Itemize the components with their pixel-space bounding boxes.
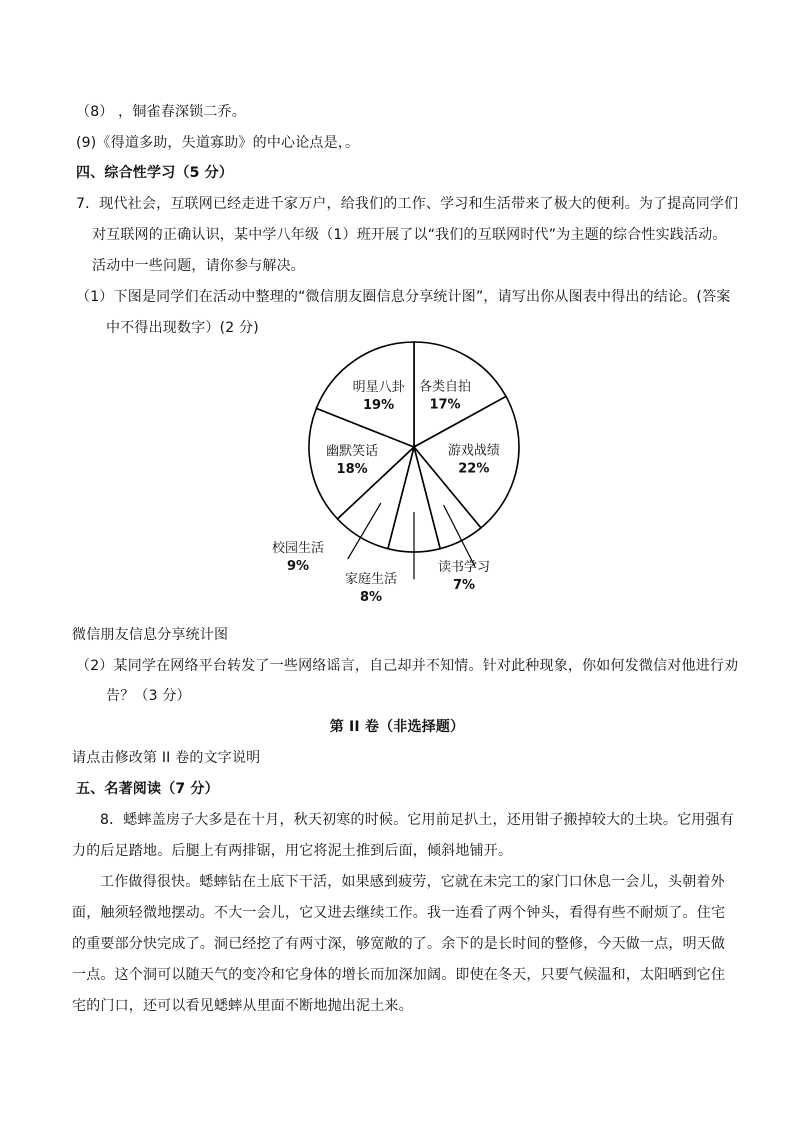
slice-value-humor: 18% (336, 461, 368, 477)
slice-label-humor: 幽默笑话 (326, 443, 379, 459)
question-7-line-2: 对互联网的正确认识，某中学八年级（1）班开展了以“我们的互联网时代”为主题的综合性实践活动。 (92, 227, 727, 243)
question-7-2-line-2: 告？（3 分） (106, 688, 191, 704)
passage-para-1-line-1: 8．蟋蟀盖房子大多是在十月，秋天初寒的时候。它用前足扒土，还用钳子搬掉较大的土块。它用强有 (100, 812, 734, 828)
slice-label-reading: 读书学习 (437, 560, 491, 575)
slice-label-family: 家庭生活 (344, 572, 398, 587)
slice-value-family: 8% (359, 590, 383, 605)
passage-para-2-line-5: 宅的门口，还可以看见蟋蟀从里面不断地抛出泥土来。 (72, 998, 413, 1014)
slice-label-selfie: 各类自拍 (418, 379, 472, 395)
section-5-heading: 五、名著阅读（7 分） (76, 781, 219, 797)
question-7-1-line-2: 中不得出现数字）(2 分) (106, 320, 259, 336)
question-7-1-line-1: （1）下图是同学们在活动中整理的“微信朋友圈信息分享统计图”，请写出你从图表中得出的结论。(答案 (76, 289, 731, 305)
volume-2-description: 请点击修改第 II 卷的文字说明 (72, 750, 261, 766)
volume-2-heading: 第 II 卷（非选择题） (329, 719, 465, 735)
passage-para-2-line-2: 面，触须轻微地摆动。不大一会儿，它又进去继续工作。我一连看了两个钟头，看得有些不耐烦了。住宅 (72, 905, 726, 921)
slice-value-selfie: 17% (429, 397, 461, 413)
chart-caption: 微信朋友信息分享统计图 (72, 627, 229, 643)
question-7-line-1: 7．现代社会，互联网已经走进千家万户，给我们的工作、学习和生活带来了极大的便利。为了提高同学们 (76, 196, 739, 212)
section-4-heading: 四、综合性学习（5 分） (76, 165, 234, 181)
question-7-2-line-1: （2）某同学在网络平台转发了一些网络谣言，自己却并不知情。针对此种现象，你如何发微信对他进行劝 (76, 658, 739, 674)
passage-para-2-line-1: 工作做得很快。蟋蟀钻在土底下干活，如果感到疲劳，它就在未完工的家门口休息一会儿，头朝着外 (100, 874, 725, 890)
slice-value-game-record: 22% (458, 461, 490, 477)
passage-para-2-line-3: 的重要部分快完成了。洞已经挖了有两寸深，够宽敞的了。余下的是长时间的整修，今天做一点，明天做 (72, 936, 726, 952)
slice-label-campus: 校园生活 (271, 541, 325, 556)
slice-label-game-record: 游戏战绩 (447, 443, 500, 459)
passage-para-1-line-2: 力的后足踏地。后腿上有两排锯，用它将泥土推到后面，倾斜地铺开。 (72, 843, 513, 859)
line-q6-9: (9)《得道多助，失道寡助》的中心论点是，。 (76, 135, 360, 151)
slice-value-campus: 9% (286, 559, 310, 574)
slice-label-celebrity: 明星八卦 (352, 379, 405, 395)
question-7-line-3: 活动中一些问题，请你参与解决。 (92, 258, 305, 274)
slice-value-reading: 7% (452, 578, 476, 593)
passage-para-2-line-4: 一点。这个洞可以随天气的变冷和它身体的增长而加深加阔。即使在冬天，只要气候温和，太阳晒到它住 (72, 967, 726, 983)
line-q6-8: （8） ，铜雀春深锁二乔。 (76, 104, 246, 120)
slice-value-celebrity: 19% (363, 397, 395, 413)
